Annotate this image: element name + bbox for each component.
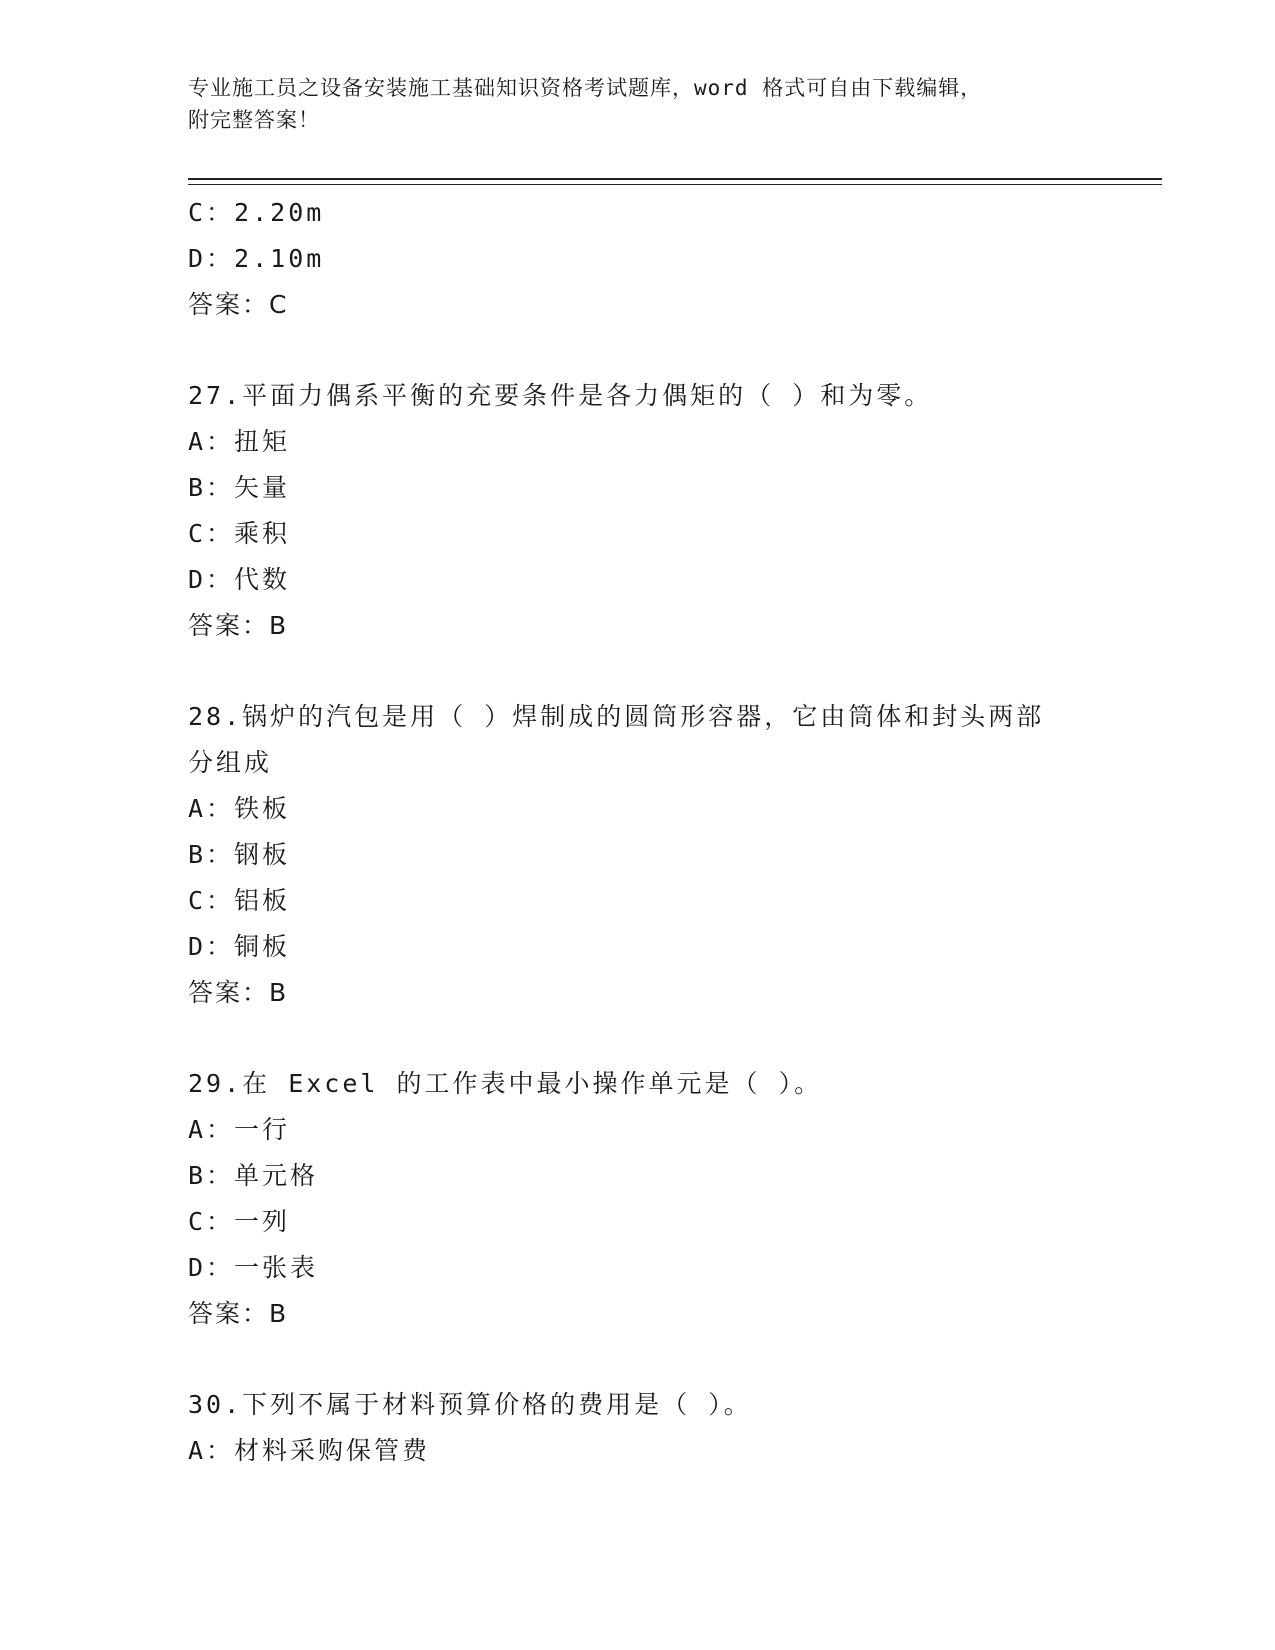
answer: 答案：C: [188, 290, 289, 319]
answer: 答案：B: [188, 1299, 289, 1328]
option-d: D：一张表: [188, 1253, 319, 1282]
option-b: B：单元格: [188, 1161, 319, 1190]
option-a: A：扭矩: [188, 427, 291, 456]
option-a: A：铁板: [188, 794, 291, 823]
question-stem: 27.平面力偶系平衡的充要条件是各力偶矩的（ ）和为零。: [188, 381, 933, 410]
option-d: D：代数: [188, 565, 291, 594]
option-a: A：一行: [188, 1115, 291, 1144]
question-27: [188, 373, 1088, 649]
question-26-tail: [188, 190, 1088, 328]
question-list: [188, 190, 1088, 1474]
answer: 答案：B: [188, 611, 289, 640]
option-d: D：铜板: [188, 932, 291, 961]
option-c: C：铝板: [188, 886, 291, 915]
option-d: D：2.10m: [188, 244, 325, 273]
option-a: A：材料采购保管费: [188, 1436, 431, 1465]
header-divider-thick: [188, 178, 1162, 180]
question-28: [188, 694, 1088, 1016]
question-stem-line-1: 28.锅炉的汽包是用（ ）焊制成的圆筒形容器，它由筒体和封头两部: [188, 702, 1045, 731]
header-divider-thin: [188, 184, 1162, 185]
option-c: C：2.20m: [188, 198, 325, 227]
document-header: [188, 72, 1088, 136]
question-29: [188, 1061, 1088, 1337]
question-stem: 30.下列不属于材料预算价格的费用是（ ）。: [188, 1390, 752, 1419]
header-line-2: 附完整答案！: [188, 108, 320, 132]
question-30: [188, 1382, 1088, 1474]
option-b: B：钢板: [188, 840, 291, 869]
question-stem-line-2: 分组成: [188, 748, 273, 777]
answer: 答案：B: [188, 978, 289, 1007]
question-stem: 29.在 Excel 的工作表中最小操作单元是（ ）。: [188, 1069, 823, 1098]
option-c: C：一列: [188, 1207, 291, 1236]
header-line-1: 专业施工员之设备安装施工基础知识资格考试题库，word 格式可自由下载编辑，: [188, 76, 983, 100]
option-c: C：乘积: [188, 519, 291, 548]
option-b: B：矢量: [188, 473, 291, 502]
